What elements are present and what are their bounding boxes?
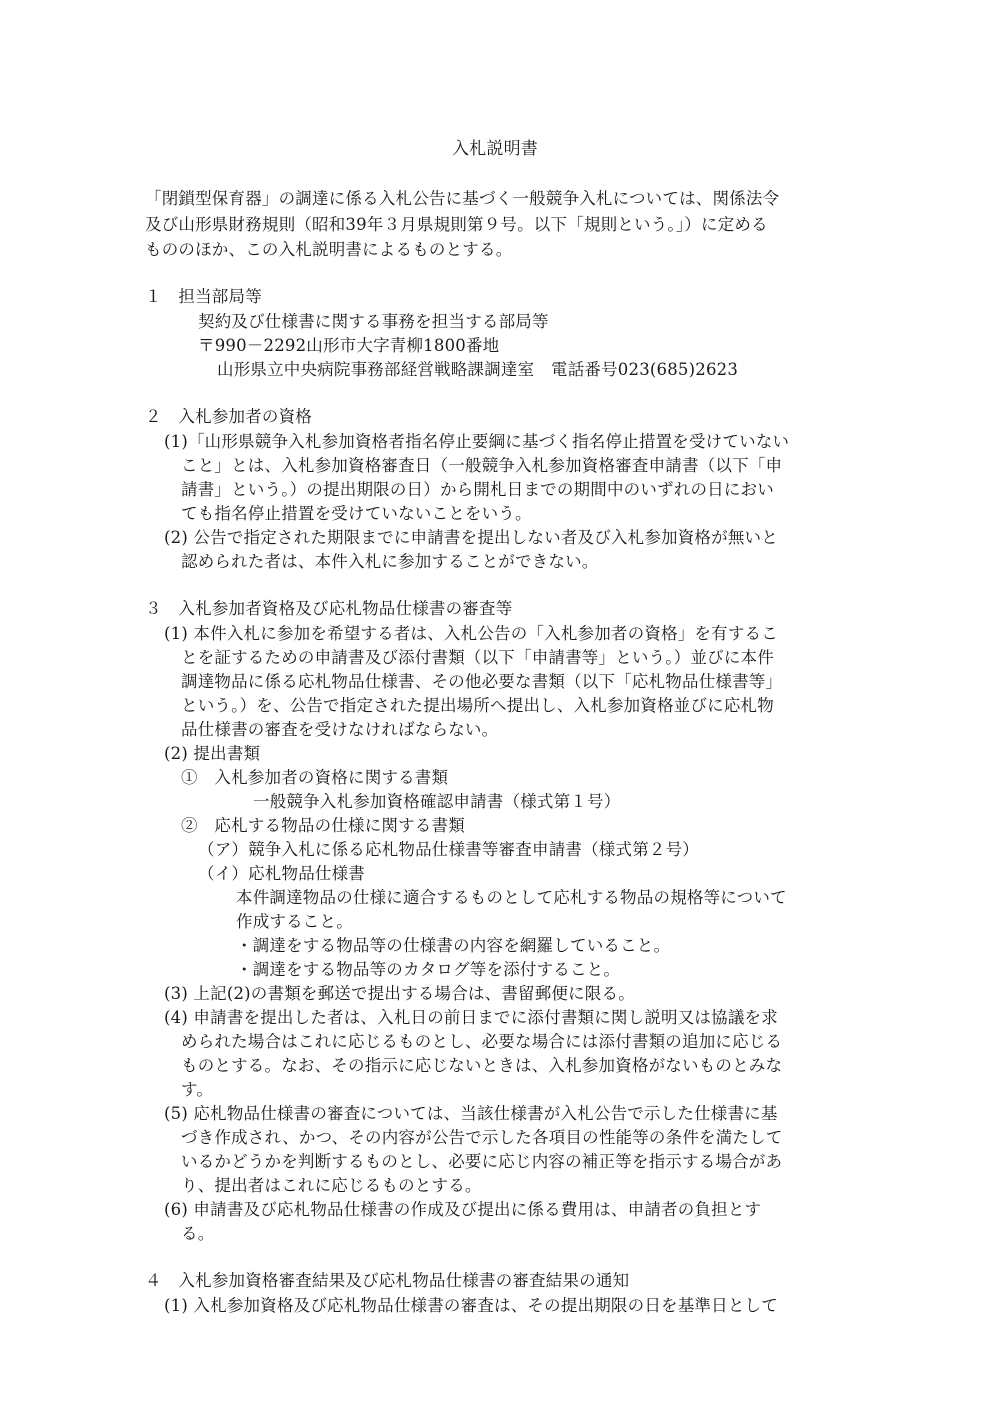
section-heading: ２ 入札参加者の資格 bbox=[145, 407, 312, 426]
section-line: という。）を、公告で指定された提出場所へ提出し、入札参加資格並びに応札物 bbox=[181, 696, 774, 715]
section-line: (5) 応札物品仕様書の審査については、当該仕様書が入札公告で示した仕様書に基 bbox=[164, 1104, 778, 1123]
section-line: 一般競争入札参加資格確認申請書（様式第１号） bbox=[253, 792, 621, 811]
section-line: とを証するための申請書及び添付書類（以下「申請書等」という。）並びに本件 bbox=[181, 648, 774, 667]
section-heading: ３ 入札参加者資格及び応札物品仕様書の審査等 bbox=[145, 599, 513, 618]
section-heading: ４ 入札参加資格審査結果及び応札物品仕様書の審査結果の通知 bbox=[145, 1271, 630, 1290]
section-line: (1) 本件入札に参加を希望する者は、入札公告の「入札参加者の資格」を有するこ bbox=[164, 624, 778, 643]
section-line: り、提出者はこれに応じるものとする。 bbox=[181, 1176, 482, 1195]
section-line: 作成すること。 bbox=[236, 912, 353, 931]
document-title: 入札説明書 bbox=[452, 139, 538, 159]
intro-line: 「閉鎖型保育器」の調達に係る入札公告に基づく一般競争入札については、関係法令 bbox=[145, 189, 780, 208]
section-line: 本件調達物品の仕様に適合するものとして応札する物品の規格等について bbox=[236, 888, 787, 907]
section-line: 品仕様書の審査を受けなければならない。 bbox=[181, 720, 499, 739]
section-heading: １ 担当部局等 bbox=[145, 287, 262, 306]
section-line: いるかどうかを判断するものとし、必要に応じ内容の補正等を指示する場合があ bbox=[181, 1152, 783, 1171]
section-line: 請書」という。）の提出期限の日）から開札日までの期間中のいずれの日におい bbox=[181, 480, 774, 499]
section-line: (6) 申請書及び応札物品仕様書の作成及び提出に係る費用は、申請者の負担とす bbox=[164, 1200, 762, 1219]
section-line: す。 bbox=[181, 1080, 214, 1099]
intro-line: 及び山形県財務規則（昭和39年３月県規則第９号。以下「規則という。」）に定める bbox=[145, 215, 768, 234]
section-line: こと」とは、入札参加資格審査日（一般競争入札参加資格審査申請書（以下「申 bbox=[181, 456, 783, 475]
section-line: ても指名停止措置を受けていないことをいう。 bbox=[181, 504, 532, 523]
section-line: (3) 上記(2)の書類を郵送で提出する場合は、書留郵便に限る。 bbox=[164, 984, 635, 1003]
section-line: る。 bbox=[181, 1224, 215, 1243]
section-line: められた場合はこれに応じるものとし、必要な場合には添付書類の追加に応じる bbox=[181, 1032, 783, 1051]
section-line: ① 入札参加者の資格に関する書類 bbox=[181, 768, 449, 787]
section-line: (4) 申請書を提出した者は、入札日の前日までに添付書類に関し説明又は協議を求 bbox=[164, 1008, 778, 1027]
intro-line: もののほか、この入札説明書によるものとする。 bbox=[145, 240, 513, 259]
section-line: ものとする。なお、その指示に応じないときは、入札参加資格がないものとみな bbox=[181, 1056, 783, 1075]
section-line: (2) 提出書類 bbox=[164, 744, 261, 763]
section-line: 契約及び仕様書に関する事務を担当する部局等 bbox=[198, 312, 549, 331]
section-line: ・調達をする物品等の仕様書の内容を網羅していること。 bbox=[236, 936, 671, 955]
section-line: ・調達をする物品等のカタログ等を添付すること。 bbox=[236, 960, 621, 979]
section-line: 〒990－2292山形市大字青柳1800番地 bbox=[198, 336, 500, 355]
section-line: 認められた者は、本件入札に参加することができない。 bbox=[181, 552, 599, 571]
section-line: (1) 入札参加資格及び応札物品仕様書の審査は、その提出期限の日を基準日として bbox=[164, 1296, 778, 1315]
section-line: (1)「山形県競争入札参加資格者指名停止要綱に基づく指名停止措置を受けていない bbox=[164, 432, 790, 451]
section-line: （ア）競争入札に係る応札物品仕様書等審査申請書（様式第２号） bbox=[198, 840, 699, 859]
section-line: づき作成され、かつ、その内容が公告で示した各項目の性能等の条件を満たして bbox=[181, 1128, 783, 1147]
section-line: 調達物品に係る応札物品仕様書、その他必要な書類（以下「応札物品仕様書等」 bbox=[181, 672, 783, 691]
section-line: 山形県立中央病院事務部経営戦略課調達室 電話番号023(685)2623 bbox=[217, 360, 739, 379]
section-line: （イ）応札物品仕様書 bbox=[198, 864, 365, 883]
section-line: ② 応札する物品の仕様に関する書類 bbox=[181, 816, 465, 835]
section-line: (2) 公告で指定された期限までに申請書を提出しない者及び入札参加資格が無いと bbox=[164, 528, 778, 547]
